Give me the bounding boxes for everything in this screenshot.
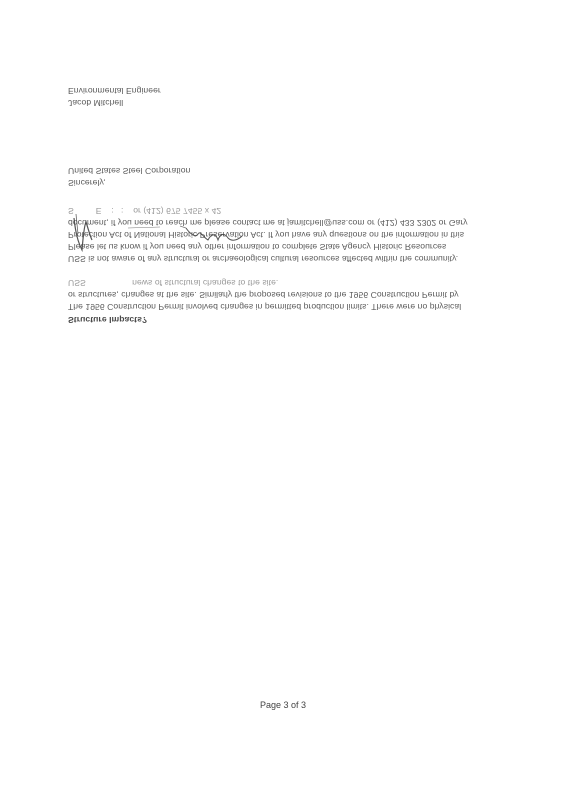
text-line: USS news of structural changes to the site.: [68, 278, 279, 288]
document-body: [68, 88, 508, 346]
text-line: United States Steel Corporation: [68, 166, 191, 176]
text-line: Sincerely,: [68, 178, 106, 188]
text-line: Please let us know if you need any other information to complete State Agency Historic Resources: [68, 242, 447, 252]
text-line: Environmental Engineer: [68, 86, 161, 96]
text-line: Protection Act of National Historic Preservation Act. If you have any questions on the information in this: [68, 230, 465, 240]
page-number: Page 3 of 3: [259, 700, 307, 710]
text-line: document, if you need to reach me please contact me at jamitchell@uss.com or (412) 433 2302 or Gary: [68, 218, 468, 228]
text-line: USS is not aware of any structural or archaeological cultural resources affected within the community.: [68, 254, 459, 264]
text-line: The 1956 Construction Permit involved changes in permitted production limits. There were no physical: [68, 302, 462, 312]
text-line: or structures, changes at the site. Similarly the proposed revisions to the 1956 Construction Permit by: [68, 290, 459, 300]
section-heading: Structure Impacts?: [68, 315, 148, 325]
text-line: Jacob Mitchell: [68, 98, 124, 108]
text-line: S E : : or (412) 675 7455 x 42: [68, 206, 222, 216]
